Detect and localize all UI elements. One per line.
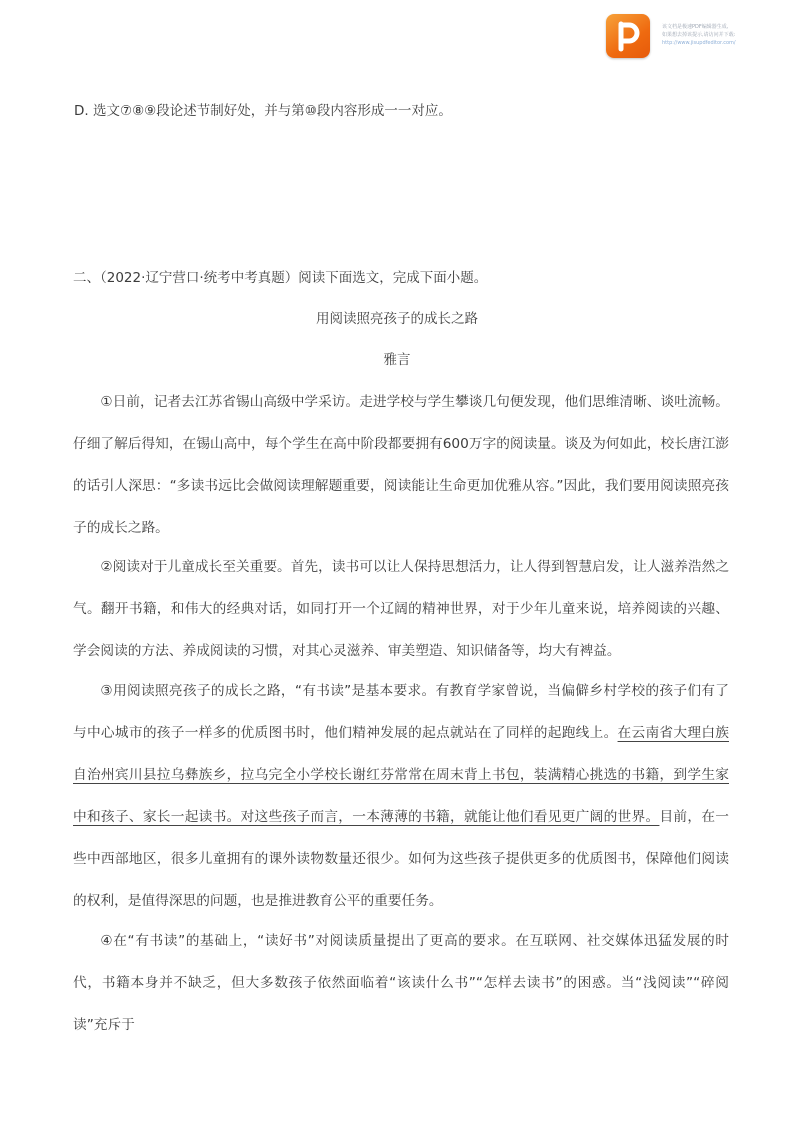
article-title: 用阅读照亮孩子的成长之路 bbox=[316, 311, 478, 327]
pdf-p-logo-icon bbox=[606, 14, 650, 58]
editor-watermark bbox=[662, 23, 790, 47]
paragraph-2: ②阅读对于儿童成长至关重要。首先，读书可以让人保持思想活力，让人得到智慧启发，让人滋养浩然之气。翻开书籍，和伟大的经典对话，如同打开一个辽阔的精神世界，对于少年儿童来说，培养阅读的兴趣、学会阅读的方法、养成阅读的习惯，对其心灵滋养、审美塑造、知识储备等，均大有裨益。 bbox=[73, 559, 729, 659]
paragraph-3-text-end: 目前，在一些中西部地区，很多儿童拥有的课外读物数量还很少。如何为这些孩子提供更多的优质图书，保障他们阅读的权利，是值得深思的问题，也是推进教育公平的重要任务。 bbox=[73, 809, 729, 909]
section-heading: 二、（2022·辽宁营口·统考中考真题）阅读下面选文，完成下面小题。 bbox=[73, 270, 488, 286]
article-author: 雅言 bbox=[383, 352, 411, 368]
previous-question-option-d: D. 选文⑦⑧⑨段论述节制好处，并与第⑩段内容形成一一对应。 bbox=[74, 103, 452, 119]
watermark-line: 如果想去掉该提示,请访问并下载: bbox=[662, 32, 736, 38]
paragraph-4: ④在“有书读”的基础上，“读好书”对阅读质量提出了更高的要求。在互联网、社交媒体迅猛发展的时代，书籍本身并不缺乏，但大多数孩子依然面临着“该读什么书”“怎样去读书”的困惑。当“浅阅读”“碎阅读”充斥于 bbox=[73, 933, 729, 1033]
watermark-url: http://www.jisupdfeditor.com/ bbox=[662, 40, 736, 46]
paragraph-1: ①日前，记者去江苏省锡山高级中学采访。走进学校与学生攀谈几句便发现，他们思维清晰、谈吐流畅。仔细了解后得知，在锡山高中，每个学生在高中阶段都要拥有600万字的阅读量。谈及为何如此，校长唐江澎的话引人深思：“多读书远比会做阅读理解题重要，阅读能让生命更加优雅从容。”因此，我们要用阅读照亮孩子的成长之路。 bbox=[73, 394, 729, 536]
underlined-passage: 在云南省大理白族自治州宾川县拉乌彝族乡，拉乌完全小学校长谢红芬常常在周末背上书包，装满精心挑选的书籍，到学生家中和孩子、家长一起读书。对这些孩子而言，一本薄薄的书籍，就能让他们看见更广阔的世界。 bbox=[73, 725, 729, 825]
watermark-line: 该文档是极速PDF编辑器生成, bbox=[662, 24, 729, 30]
pdf-editor-logo bbox=[606, 14, 650, 58]
paragraph-3-text: ③用阅读照亮孩子的成长之路，“有书读”是基本要求。有教育学家曾说，当偏僻乡村学校的孩子们有了与中心城市的孩子一样多的优质图书时，他们精神发展的起点就站在了同样的起跑线上。 bbox=[73, 683, 729, 741]
paragraph-3 bbox=[73, 670, 729, 922]
